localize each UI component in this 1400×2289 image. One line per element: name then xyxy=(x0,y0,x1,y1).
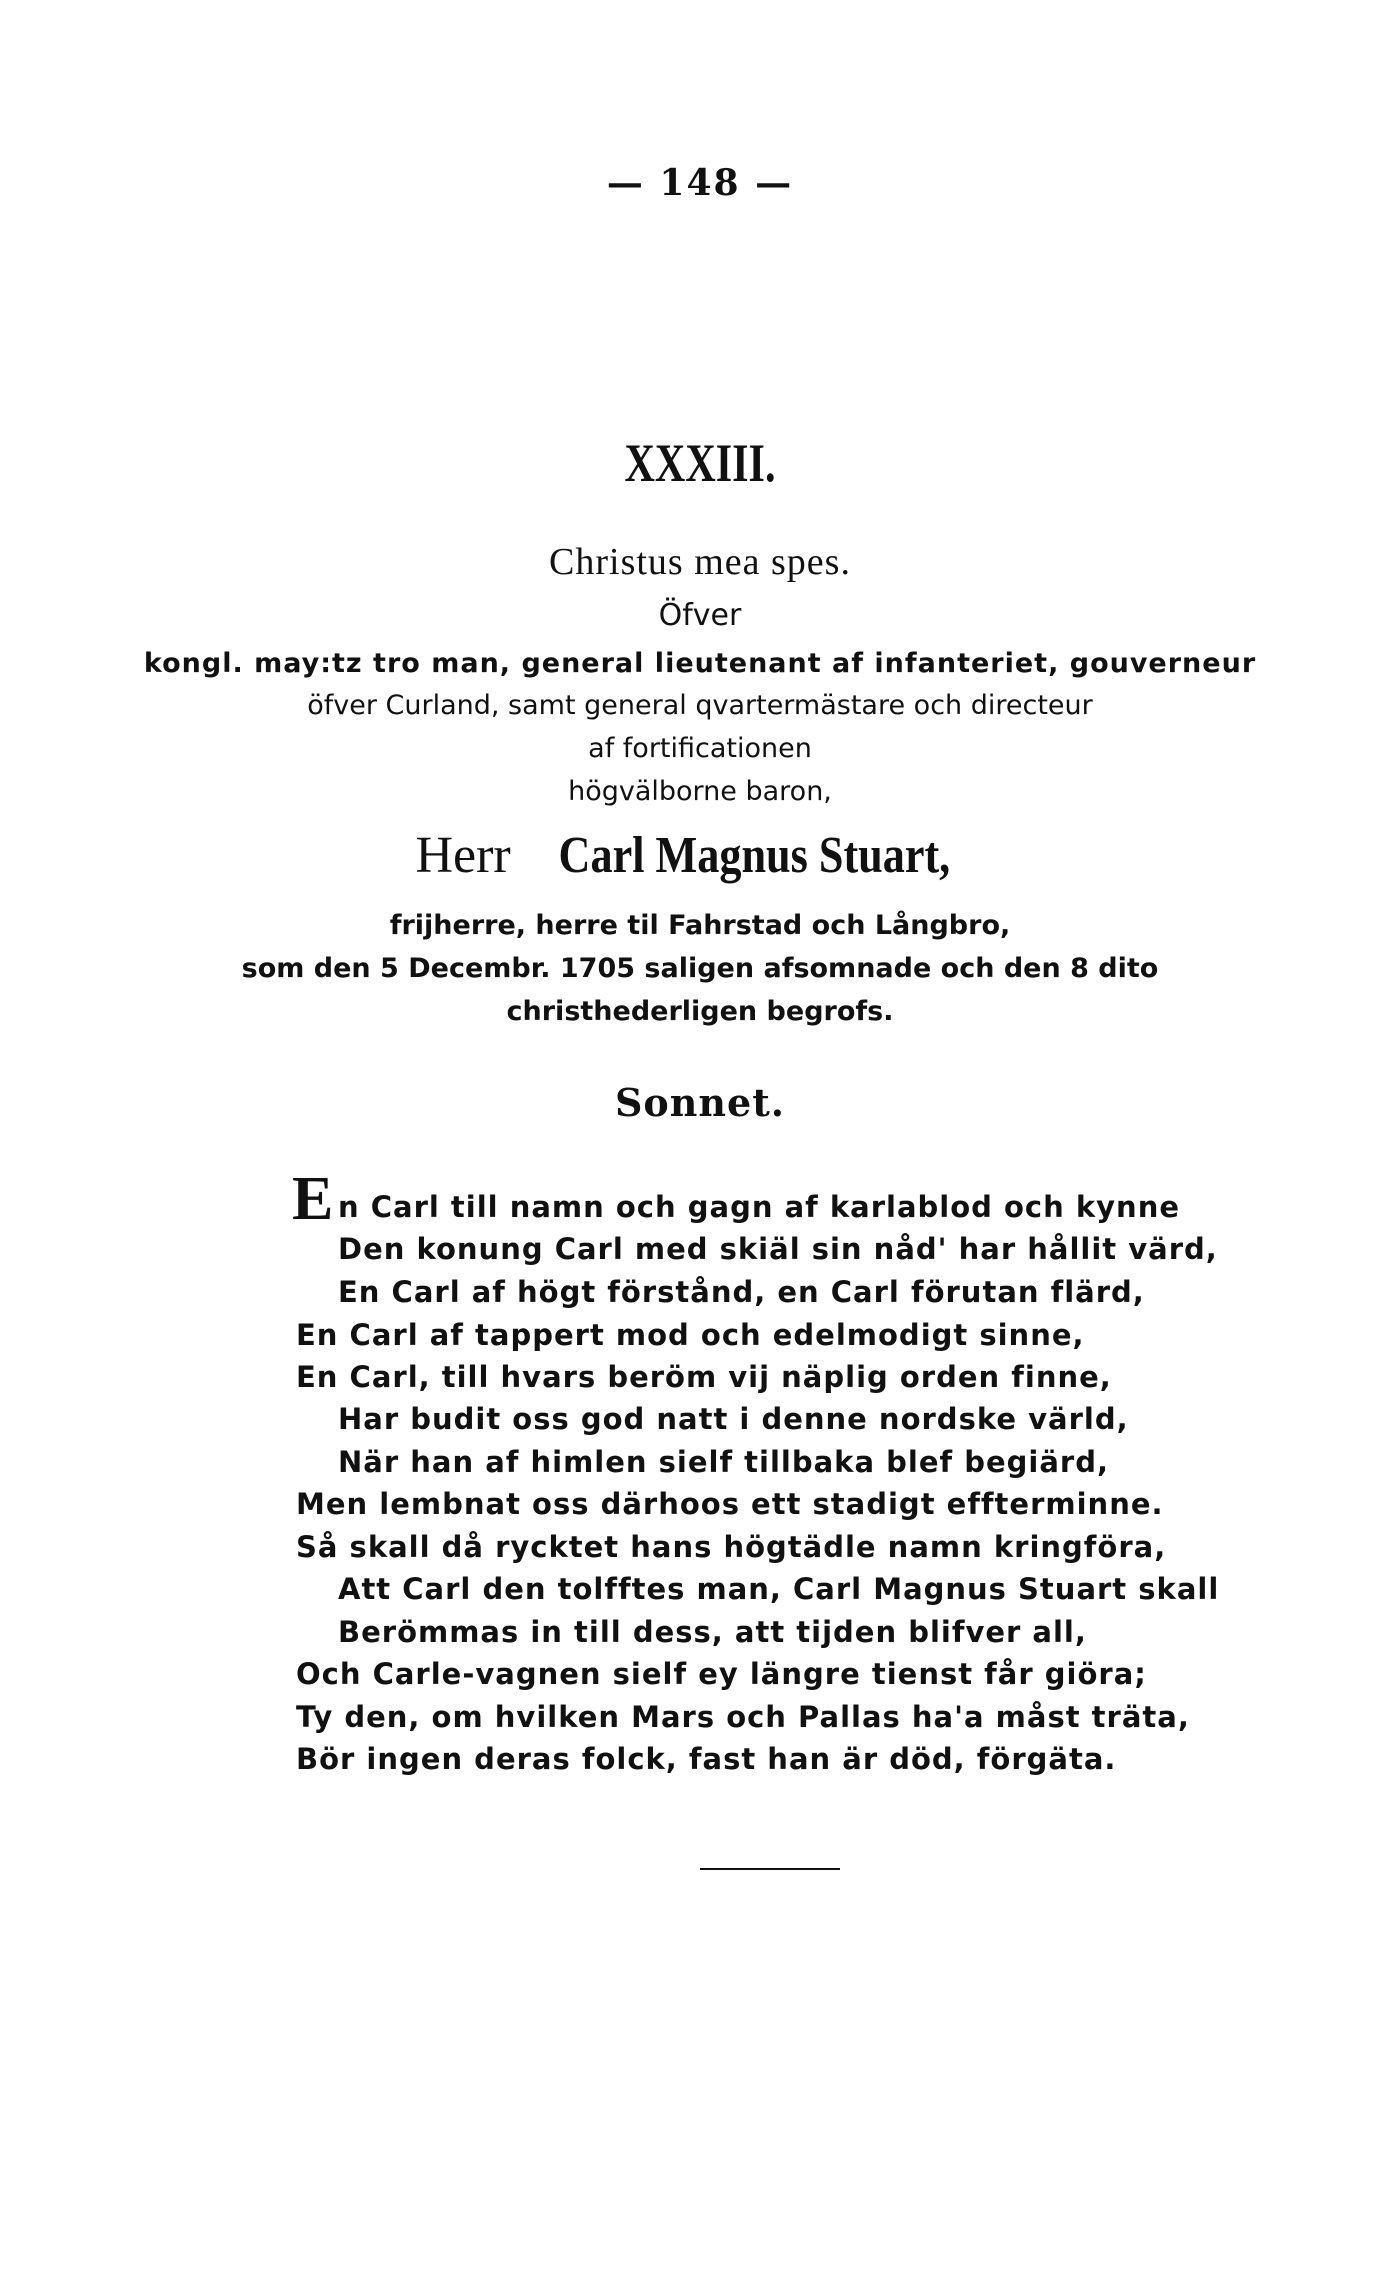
drop-capital: E xyxy=(292,1165,334,1233)
poem-line-5: En Carl, till hvars beröm vij näplig orden finne, xyxy=(296,1360,1112,1394)
dedication-line-2: öfver Curland, samt general qvartermästare och directeur xyxy=(307,690,1093,721)
poem-line-7: När han af himlen sielf tillbaka blef begiärd, xyxy=(338,1445,1109,1479)
chapter-heading: XXXIII. xyxy=(624,433,776,493)
poem-line-2: Den konung Carl med skiäl sin nåd' har hållit värd, xyxy=(338,1232,1218,1266)
dedication-line-3: af fortificationen xyxy=(588,733,812,764)
poem-line-12: Och Carle-vagnen sielf ey längre tienst får giöra; xyxy=(296,1657,1147,1691)
dedication-line-1: kongl. may:tz tro man, general lieutenant af infanteriet, gouverneur xyxy=(143,648,1257,679)
detail-line-1: frijherre, herre til Fahrstad och Långbro, xyxy=(389,910,1011,941)
poem-title: Sonnet. xyxy=(614,1080,785,1125)
poem-line-8: Men lembnat oss därhoos ett stadigt effterminne. xyxy=(296,1487,1164,1521)
motto: Christus mea spes. xyxy=(549,541,851,583)
detail-line-2: som den 5 Decembr. 1705 saligen afsomnade och den 8 dito xyxy=(241,953,1159,984)
poem-line-6: Har budit oss god natt i denne nordske värld, xyxy=(338,1402,1129,1436)
poem-line-13: Ty den, om hvilken Mars och Pallas ha'a måst träta, xyxy=(296,1700,1190,1734)
end-rule xyxy=(700,1868,840,1870)
poem-line-4: En Carl af tappert mod och edelmodigt sinne, xyxy=(296,1318,1085,1352)
poem-line-10: Att Carl den tolfftes man, Carl Magnus Stuart skall xyxy=(338,1572,1220,1606)
poem-line-14: Bör ingen deras folck, fast han är död, förgäta. xyxy=(296,1742,1117,1776)
name-bold: Carl Magnus Stuart, xyxy=(558,827,950,884)
poem-line-3: En Carl af högt förstånd, en Carl förutan flärd, xyxy=(338,1275,1145,1309)
detail-line-3: christhederligen begrofs. xyxy=(506,996,894,1027)
poem-line-1: n Carl till namn och gagn af karlablod och kynne xyxy=(338,1190,1181,1224)
page-number: — 148 — xyxy=(606,162,794,204)
poem-line-11: Berömmas in till dess, att tijden blifver all, xyxy=(338,1615,1087,1649)
name-prefix: Herr xyxy=(415,827,511,884)
honoree-name xyxy=(0,826,1400,885)
dedication-line-4: högvälborne baron, xyxy=(568,776,832,807)
poem-line-9: Så skall då rycktet hans högtädle namn kringföra, xyxy=(296,1530,1167,1564)
dedication-ofver: Öfver xyxy=(658,598,742,633)
